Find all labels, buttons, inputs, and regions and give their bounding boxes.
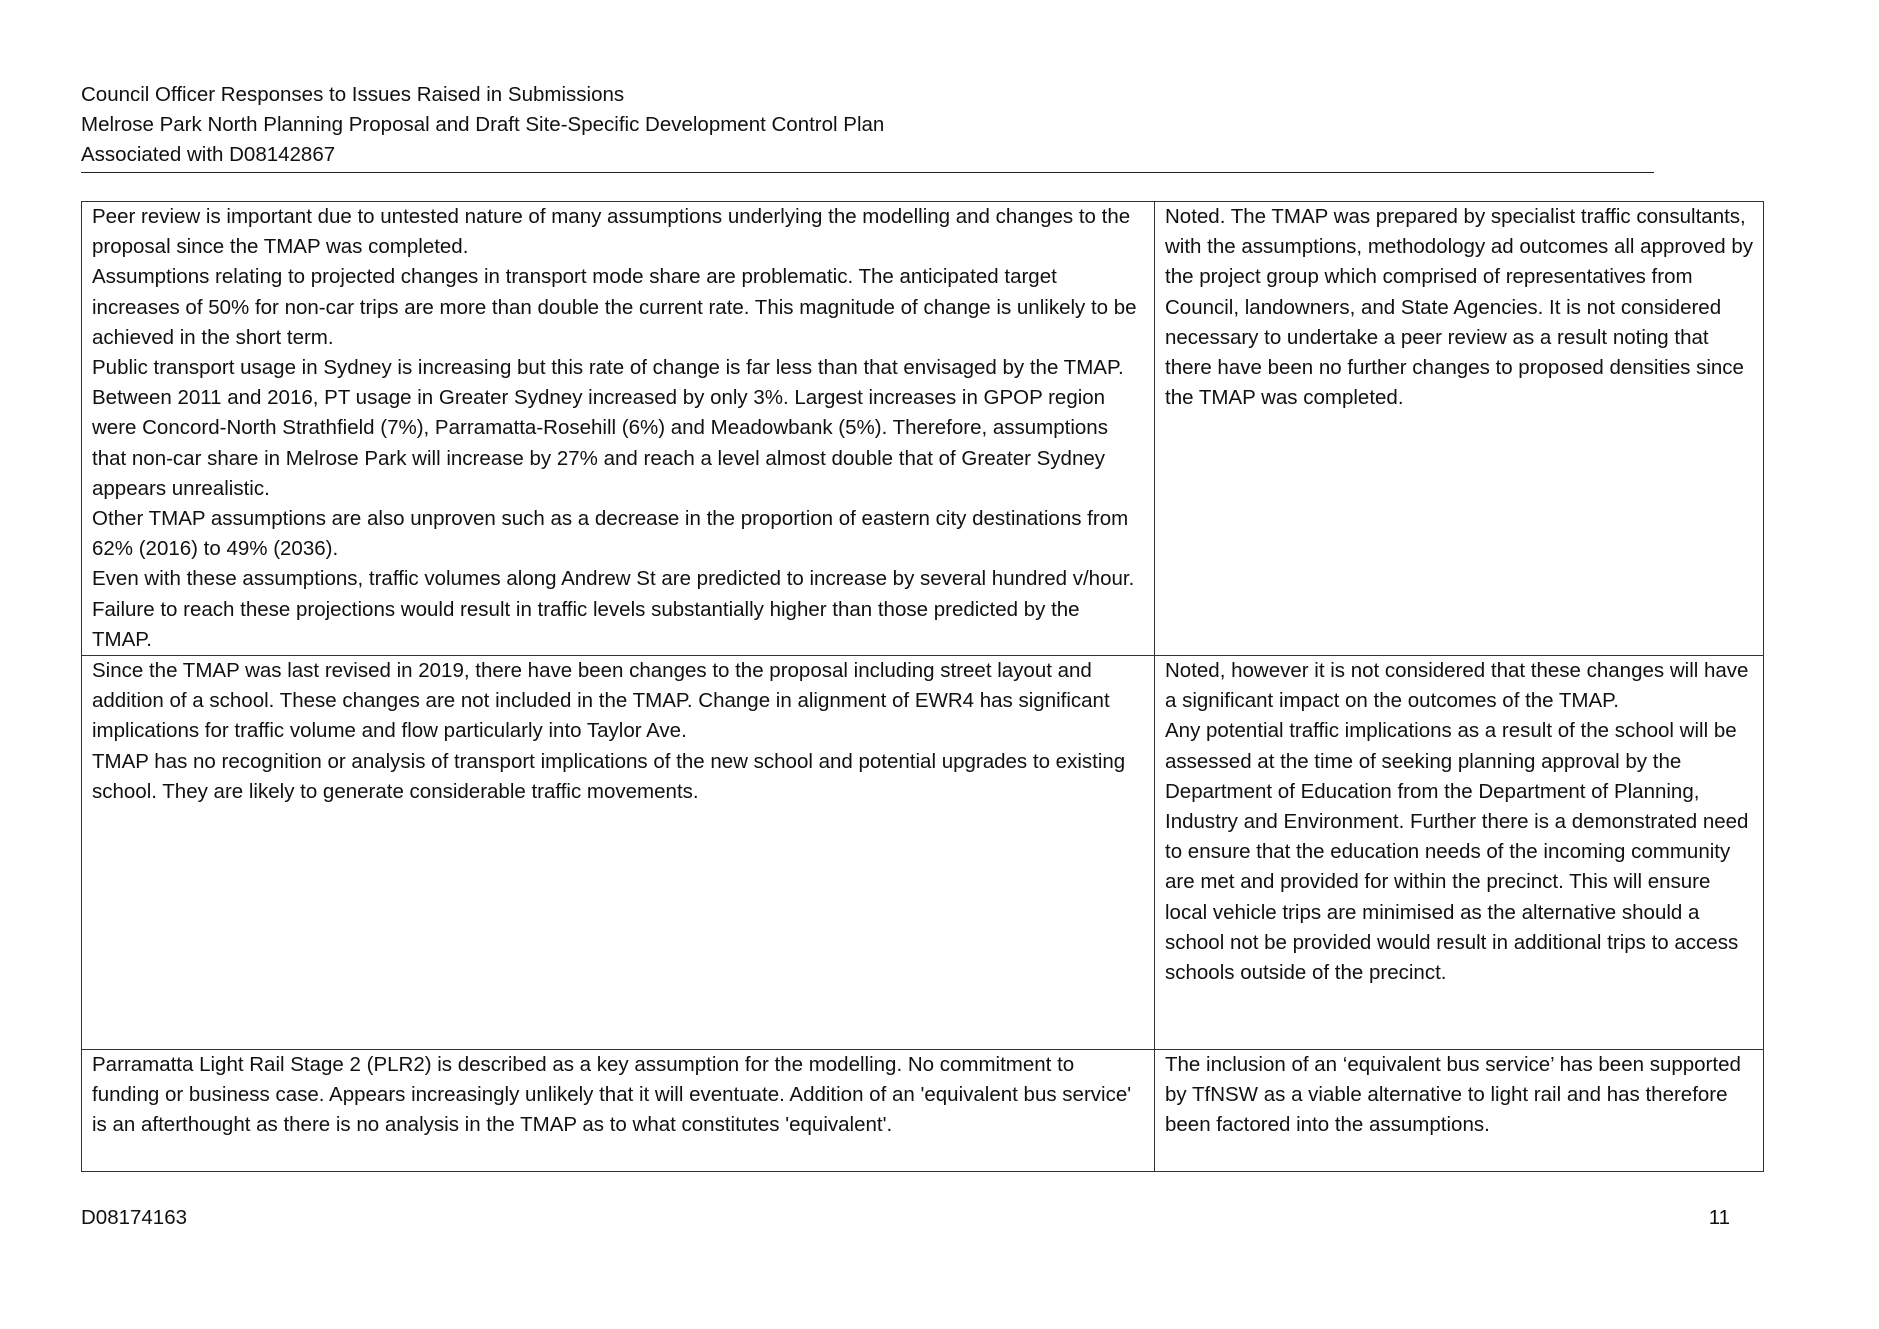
issue-paragraph: Since the TMAP was last revised in 2019, there have been changes to the proposal including street layout and addition of a school. These changes are not included in the TMAP. Change in alignment of EWR4 has significant implications for traffic volume and flow particularly into Taylor Ave.	[92, 659, 1110, 743]
issue-paragraph: Other TMAP assumptions are also unproven such as a decrease in the proportion of eastern city destinations from 62% (2016) to 49% (2036).	[92, 507, 1129, 561]
issue-cell	[82, 1050, 1155, 1172]
header-title: Council Officer Responses to Issues Raised in Submissions	[81, 83, 625, 106]
footer-document-id: D08174163	[81, 1206, 188, 1229]
submissions-table	[81, 201, 1764, 1172]
footer-page-number: 11	[1708, 1206, 1730, 1229]
response-cell	[1155, 1050, 1764, 1172]
response-paragraph: Noted, however it is not considered that these changes will have a significant impact on the outcomes of the TMAP.	[1165, 659, 1749, 713]
response-paragraph: Noted. The TMAP was prepared by specialist traffic consultants, with the assumptions, methodology ad outcomes all approved by the project group which comprised of representatives from Council, landowners, and State Agencies. It is not considered necessary to undertake a peer review as a result noting that there have been no further changes to proposed densities since the TMAP was completed.	[1165, 205, 1754, 410]
response-cell	[1155, 656, 1764, 1050]
issue-cell	[82, 656, 1155, 1050]
header-subtitle: Melrose Park North Planning Proposal and Draft Site-Specific Development Control Plan	[81, 113, 885, 136]
table-row	[82, 656, 1764, 1050]
issue-paragraph: Assumptions relating to projected changes in transport mode share are problematic. The anticipated target increases of 50% for non-car trips are more than double the current rate. This magnitude of change is unlikely to be achieved in the short term.	[92, 265, 1137, 349]
table-row	[82, 1050, 1764, 1172]
issue-paragraph: Even with these assumptions, traffic volumes along Andrew St are predicted to increase by several hundred v/hour. Failure to reach these projections would result in traffic levels substantially higher than those predicted by the TMAP.	[92, 567, 1135, 651]
issue-cell	[82, 202, 1155, 656]
issue-paragraph: Peer review is important due to untested nature of many assumptions underlying the modelling and changes to the proposal since the TMAP was completed.	[92, 205, 1131, 259]
header-reference: Associated with D08142867	[81, 143, 336, 166]
document-header	[81, 80, 1654, 173]
issue-paragraph: Parramatta Light Rail Stage 2 (PLR2) is described as a key assumption for the modelling. No commitment to funding or business case. Appears increasingly unlikely that it will eventuate. Addition of an 'equivalent bus service' is an afterthought as there is no analysis in the TMAP as to what constitutes 'equivalent'.	[92, 1053, 1132, 1137]
response-cell	[1155, 202, 1764, 656]
response-paragraph: Any potential traffic implications as a result of the school will be assessed at the time of seeking planning approval by the Department of Education from the Department of Planning, Industry and Environment. Further there is a demonstrated need to ensure that the education needs of the incoming community are met and provided for within the precinct. This will ensure local vehicle trips are minimised as the alternative should a school not be provided would result in additional trips to access schools outside of the precinct.	[1165, 719, 1749, 985]
issue-paragraph: Public transport usage in Sydney is increasing but this rate of change is far less than that envisaged by the TMAP. Between 2011 and 2016, PT usage in Greater Sydney increased by only 3%. Largest increases in GPOP region were Concord-North Strathfield (7%), Parramatta-Rosehill (6%) and Meadowbank (5%). Therefore, assumptions that non-car share in Melrose Park will increase by 27% and reach a level almost double that of Greater Sydney appears unrealistic.	[92, 356, 1124, 500]
issue-paragraph: TMAP has no recognition or analysis of transport implications of the new school and potential upgrades to existing school. They are likely to generate considerable traffic movements.	[92, 749, 1126, 803]
response-paragraph: The inclusion of an ‘equivalent bus service’ has been supported by TfNSW as a viable alternative to light rail and has therefore been factored into the assumptions.	[1165, 1053, 1741, 1137]
table-row	[82, 202, 1764, 656]
